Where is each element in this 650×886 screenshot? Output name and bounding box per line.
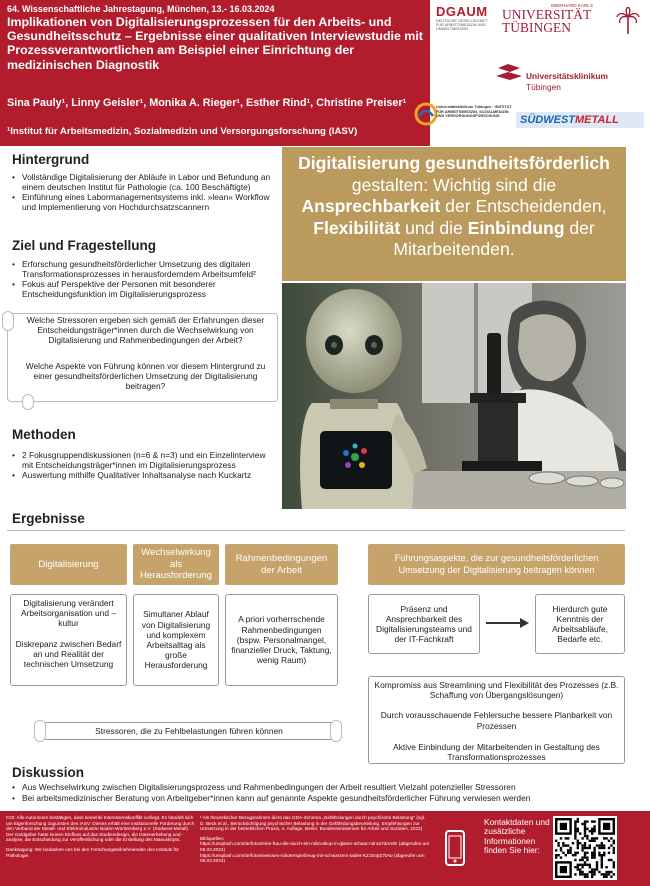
methoden-title: Methoden [12, 427, 76, 442]
poster-footer [0, 811, 650, 886]
qr-code-icon [553, 816, 617, 880]
category-rahmenbedingungen: Rahmenbedingungen der Arbeit [225, 544, 338, 585]
iasv-logo: Universitätsklinikum Tübingen · INSTITUT FÜR ARBEITSMEDIZIN, SOZIALMEDIZIN UND VERSORGUNGSFORSCHUNG [416, 100, 512, 134]
hintergrund-list [12, 173, 277, 213]
research-question-scroll [7, 313, 278, 402]
list-item: • 2 Fokusgruppendiskussionen (n=6 & n=3) und ein Einzelinterview mit Entscheidungsträger*innen im Digitalisierungsprozess [12, 451, 274, 470]
list-item: • Bei arbeitsmedizinischer Beratung von Arbeitgeber*innen kann auf genannte Aspekte gesundheitsförderlicher Führung verwiesen werden [12, 794, 632, 804]
iasv-emblem-icon [414, 102, 438, 126]
author-list: Sina Pauly¹, Linny Geisler¹, Monika A. Rieger¹, Esther Rind¹, Christine Preiser¹ [7, 97, 407, 109]
hintergrund-title: Hintergrund [12, 152, 90, 167]
category-wechselwirkung: Wechselwirkung als Herausforderung [133, 544, 219, 585]
scroll-curl-bottom [22, 394, 34, 410]
key-message-box [282, 147, 626, 281]
diskussion-title: Diskussion [12, 765, 85, 780]
conference-line: 64. Wissenschaftliche Jahrestagung, München, 13.- 16.03.2024 [7, 4, 275, 14]
ergebnisse-divider [7, 530, 625, 531]
dgaum-logo: DGAUM DEUTSCHE GESELLSCHAFT FÜR ARBEITSMEDIZIN UND UMWELTMEDIZIN [436, 4, 488, 31]
poster-header [0, 0, 650, 146]
kenntnis-box: Hierdurch gute Kenntnis der Arbeitsabläufe, Bedarfe etc. [535, 594, 625, 654]
institute-line: ¹Institut für Arbeitsmedizin, Sozialmedizin und Versorgungsforschung (IASV) [7, 126, 358, 137]
ergebnisse-title: Ergebnisse [12, 511, 85, 526]
ziel-list [12, 260, 280, 300]
robot-microscope-photo [282, 283, 626, 509]
stressoren-box: Stressoren, die zu Fehlbelastungen führen können [44, 722, 334, 740]
digitalisierung-box: Digitalisierung verändert Arbeitsorganisation und –kultur Diskrepanz zwischen Bedarf an und Realität der technischen Umsetzung [10, 594, 127, 686]
research-question-1: Welche Stressoren ergeben sich gemäß der Erfahrungen dieser Entscheidungsträger*innen durch die Wechselwirkung von Digitalisierung und Rahmenbedingungen der Arbeit? [26, 315, 265, 345]
praesenz-box: Präsenz und Ansprechbarkeit des Digitalisierungsteams und der IT-Fachkraft [368, 594, 480, 654]
suedwestmetall-logo: SÜDWESTMETALL [516, 112, 644, 128]
ziel-title: Ziel und Fragestellung [12, 238, 157, 253]
list-item: • Einführung eines Labormanagementsystems inkl. »lean« Workflow und Implementierung von Hochdurchsatzscannern [12, 193, 277, 212]
coi-statement: COI: Alle Autorinnen bestätigen, dass keinerlei Interessenskonflikt vorliegt. Es handelt sich um Eigenforschung zugunsten des IASV. Dieses erhält eine institutionelle Förderung durch den Verband der Metall- und Elektroindustrie Baden-Württemberg e.V. (Südwest-Metall). Der Geldgeber hatte keinen Einfluss auf das Studiendesign, die Datenerhebung und -analyse, die Entscheidung zur Veröffentlichung oder die Erstellung des Manuskripts. Danksagung: Wir bedanken uns bei den Forschungsteilnehmenden des Instituts für Pathologie. [6, 815, 195, 858]
uni-tuebingen-logo: EBERHARD KARLS UNIVERSITÄT TÜBINGEN [502, 3, 642, 43]
wechselwirkung-box: Simultaner Ablauf von Digitalisierung und komplexem Arbeitsalltag als große Herausforderung [133, 594, 219, 686]
ukt-emblem-icon [494, 60, 524, 90]
qr-code[interactable] [553, 816, 617, 880]
category-fuehrungsaspekte: Führungsaspekte, die zur gesundheitsförderlichen Umsetzung der Digitalisierung beitragen können [368, 544, 625, 585]
list-item: • Vollständige Digitalisierung der Abläufe in Labor und Befundung an einem deutschen Institut für Pathologie (ca. 100 Beschäftigte) [12, 173, 277, 192]
contact-info: Kontaktdaten und zusätzliche Informationen finden Sie hier: [484, 817, 550, 856]
logo-panel [430, 0, 650, 146]
stressoren-curl-right [330, 720, 342, 742]
poster-title: Implikationen von Digitalisierungsprozessen für den Arbeits- und Gesundheitsschutz – Ergebnisse einer qualitativen Interviewstudie mit Prozessverantwortlichen am Beispiel einer Einrichtung der medizinischen Diagnostik [7, 15, 423, 72]
list-item: • Erforschung gesundheitsförderlicher Umsetzung des digitalen Transformationsprozesses in herausforderndem Arbeitsumfeld² [12, 260, 280, 279]
rahmenbedingungen-box: A priori vorherrschende Rahmenbedingungen (bspw. Personalmangel, finanzieller Druck, Taktung, wenig Raum) [225, 594, 338, 686]
methoden-list [12, 451, 274, 482]
ukt-logo: Universitätsklinikum Tübingen [492, 58, 642, 94]
list-item: • Aus Wechselwirkung zwischen Digitalisierungsprozess und Rahmenbedingungen der Arbeit resultiert Vielzahl potenzieller Stressoren [12, 783, 632, 793]
arrow-right-icon [484, 617, 530, 629]
list-item: • Auswertung mithilfe Qualitativer Inhaltsanalyse nach Kuckartz [12, 471, 274, 481]
smartphone-icon [444, 829, 466, 867]
scroll-curl-top [2, 311, 14, 331]
list-item: • Fokus auf Perspektive der Personen mit besonderer Entscheidungsfunktion im Digitalisierungsprozess [12, 280, 280, 299]
palm-tree-icon [616, 7, 640, 35]
key-message: Digitalisierung gesundheitsförderlich gestalten: Wichtig sind die Ansprechbarkeit der Entscheidenden, Flexibilität und die Einbindung der Mitarbeitenden. [298, 153, 610, 259]
references: ¹ Als theoretischer Bezugsrahmen dient das GDA-Schema „Gefährdungen durch psychische Belastung" (vgl. D. Beck et al., Berücksichtigung psychischer Belastung in der Gefährdungsbeurteilung. Empfehlungen zur Umsetzung in der betrieblichen Praxis, 4. Auflage, Berlin: Bundesministerium für Arbeit und Soziales, 2022) Bildquellen: https://unsplash.com/de/fotos/eine-frau-die-durch-ein-mikroskop-in-glaser-schaut-ndr4a7dAmlE (abgerufen am 05.03.2024) https://unsplash.com/de/fotos/weisses-roboterspielzeug-mit-schwarzem-tablet-KZ1EnjtZ7tAw (abgerufen am 05.03.2024) [200, 815, 430, 864]
fuehrung-details-box: Kompromiss aus Streamlining und Flexibilität des Prozesses (z.B. Schaffung von Übergangslösungen) Durch vorausschauende Fehlersuche bessere Planbarkeit von Prozessen Aktive Einbindung der Mitarbeitenden in Gestaltung des Transformationsprozesses [368, 676, 625, 764]
research-question-2: Welche Aspekte von Führung können vor diesem Hintergrund zu einer gesundheitsförderlichen Umsetzung der Digitalisierung beitragen? [25, 361, 266, 391]
category-digitalisierung: Digitalisierung [10, 544, 127, 585]
diskussion-list [12, 783, 632, 804]
stressoren-curl-left [34, 720, 46, 742]
